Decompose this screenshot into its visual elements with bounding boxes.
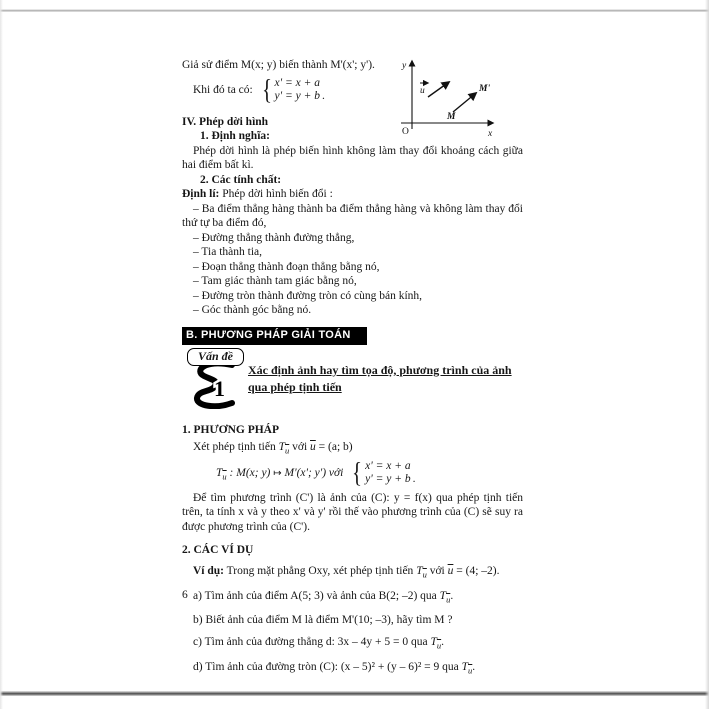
- example-label: Ví dụ:: [193, 564, 224, 577]
- example-item-d: [182, 660, 523, 678]
- bullet-item: – Đường tròn thành đường tròn có cùng bán kính,: [193, 289, 423, 302]
- sentence-period: .: [441, 635, 444, 648]
- t-symbol: T: [216, 466, 223, 479]
- bullet-item: – Góc thành góc bằng nó.: [193, 304, 312, 316]
- example-intro: [182, 564, 523, 582]
- u-value: = (a; b): [315, 441, 353, 453]
- page-content: [182, 58, 523, 677]
- equation-column: [275, 77, 320, 104]
- u-vector: $\overline{u}$: [447, 564, 454, 577]
- sentence-period: .: [450, 589, 454, 602]
- problem-number-ornament: [188, 359, 246, 409]
- system-period: .: [321, 90, 325, 102]
- u-vector: $\overline{u}$: [310, 441, 316, 453]
- mapping-formula: [216, 456, 523, 489]
- u-subscript: u: [436, 640, 442, 651]
- t-symbol: T: [416, 564, 423, 577]
- example-item-c: [182, 635, 523, 653]
- theorem-line: [182, 187, 523, 202]
- bullet-item: – Đường thẳng thành đường thẳng,: [193, 231, 355, 244]
- with-word: với: [289, 441, 311, 453]
- item-d-text: d) Tìm ảnh của đường tròn (C): (x – 5)² + (y – 6)² = 9 qua: [193, 660, 462, 673]
- t-u-operator: [461, 660, 476, 675]
- photo-edge-right: [705, 0, 709, 709]
- y-axis-label: y: [402, 61, 407, 71]
- u-value: = (4; –2).: [453, 564, 500, 577]
- problem-title-line2: qua phép tịnh tiến: [248, 379, 342, 394]
- t-symbol: T: [278, 441, 285, 453]
- photo-edge-bottom: [0, 691, 709, 696]
- left-brace: {: [261, 73, 272, 106]
- method-heading: 1. PHƯƠNG PHÁP: [182, 423, 279, 436]
- u-subscript: u: [468, 664, 473, 675]
- equation-x: x' = x + a: [274, 76, 320, 89]
- problem-block: [182, 348, 523, 410]
- vande-box: Vấn đề: [187, 348, 244, 366]
- u-subscript: u: [422, 569, 427, 580]
- examples-heading: 2. CÁC VÍ DỤ: [182, 544, 254, 557]
- equation-system: [256, 73, 325, 106]
- problem-number: 1: [214, 375, 225, 401]
- example-item-b: b) Biết ảnh của điểm M là điểm M'(10; –3), hãy tìm M ?: [193, 614, 453, 627]
- problem-title: [248, 348, 523, 396]
- t-u-operator: [430, 635, 442, 651]
- method-note: Để tìm phương trình (C') là ảnh của (C): y = f(x) qua phép tịnh tiến trên, ta tính x và y theo x' và y' rồi thế vào phương trình của (C) sẽ suy ra được phương trình của (C').: [182, 491, 523, 533]
- example-item-a: [182, 589, 523, 607]
- t-symbol: T: [461, 660, 469, 673]
- bullet-item: – Ba điểm thẳng hàng thành ba điểm thẳng hàng và không làm thay đổi thứ tự ba điểm đó,: [182, 202, 523, 229]
- map-image: M'(x'; y') với: [281, 466, 347, 479]
- equation-system: [346, 456, 416, 489]
- map-domain: : M(x; y): [226, 466, 274, 479]
- theorem-text: Phép dời hình biến đổi :: [222, 188, 333, 200]
- page-number: 6: [182, 589, 188, 601]
- u-subscript: u: [285, 445, 290, 456]
- bullet-item: – Đoạn thẳng thành đoạn thẳng bằng nó,: [193, 260, 380, 273]
- t-u-operator: [278, 441, 290, 456]
- m-to-m-prime-arrow: [453, 93, 476, 112]
- item-c-text: c) Tìm ảnh của đường thẳng d: 3x – 4y + 5 = 0 qua: [193, 635, 431, 648]
- section-iv-heading: IV. Phép dời hình: [182, 115, 269, 128]
- photo-edge-left: [0, 0, 3, 709]
- t-symbol: T: [430, 635, 437, 648]
- properties-heading: 2. Các tính chất:: [200, 173, 282, 186]
- bullet-item: – Tia thành tia,: [193, 246, 263, 258]
- problem-title-line1: Xác định ảnh hay tìm tọa độ, phương trình của ảnh: [248, 362, 512, 377]
- point-m-prime-label: M': [479, 84, 491, 94]
- left-brace: {: [352, 456, 363, 489]
- x-axis-label: x: [488, 129, 493, 139]
- system-period: .: [412, 473, 416, 486]
- t-u-operator: [439, 589, 454, 604]
- equation-column: [365, 460, 410, 487]
- t-u-operator: [416, 564, 427, 580]
- bullet-item: – Tam giác thành tam giác bằng nó,: [193, 275, 357, 287]
- u-vector-label: u: [420, 86, 425, 96]
- equation-x: x' = x + a: [365, 459, 411, 472]
- definition-heading: 1. Định nghĩa:: [200, 130, 270, 142]
- t-symbol: T: [439, 589, 447, 602]
- origin-label: O: [402, 127, 409, 137]
- equation-y: y' = y + b: [365, 473, 411, 486]
- given-label: Khi đó ta có:: [193, 83, 256, 96]
- sentence-period: .: [472, 660, 476, 673]
- item-a-text: a) Tìm ảnh của điểm A(5; 3) và ảnh của B(2; –2) qua: [193, 589, 440, 602]
- translation-figure: [398, 54, 502, 142]
- u-subscript: u: [222, 471, 227, 482]
- method-intro-line: [182, 440, 523, 458]
- point-m-label: M: [447, 112, 456, 122]
- method-intro-pre: Xét phép tịnh tiến: [193, 441, 279, 453]
- maps-to-icon: ↦: [273, 467, 282, 479]
- intro-line: Giả sử điểm M(x; y) biến thành M'(x'; y').: [182, 59, 375, 71]
- equation-y: y' = y + b: [274, 90, 320, 102]
- u-subscript: u: [446, 593, 451, 604]
- section-b-header: B. PHƯƠNG PHÁP GIẢI TOÁN: [182, 327, 367, 345]
- definition-text: Phép dời hình là phép biến hình không làm thay đổi khoảng cách giữa hai điểm bất kì.: [182, 144, 523, 171]
- theorem-label: Định lí:: [182, 188, 223, 200]
- u-vector-arrow: [428, 82, 449, 97]
- example-intro-pre: Trong mặt phẳng Oxy, xét phép tịnh tiến: [224, 564, 417, 577]
- t-u-operator: [216, 466, 227, 482]
- photo-edge-top: [0, 9, 709, 12]
- with-word: với: [426, 564, 448, 577]
